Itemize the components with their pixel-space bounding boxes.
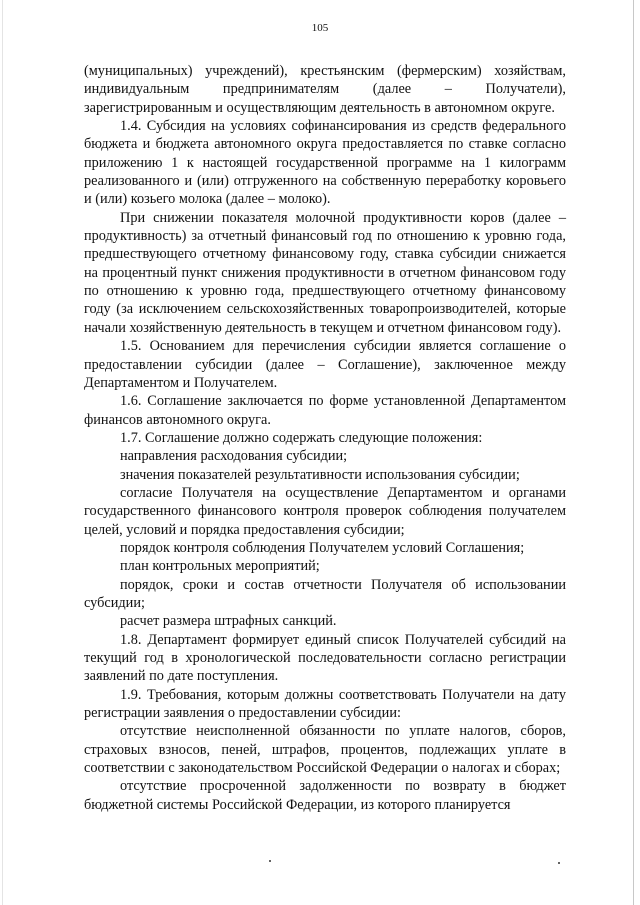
paragraph: 1.4. Субсидия на условиях софинансирования из средств федерального бюджета и бюджета автономного округа предоставляется по ставке согласно приложению 1 к настоящей государственной программе на 1 килограмм реализованного и (или) отгруженного на собственную переработку коровьего и (или) козьего молока (далее – молоко). <box>84 118 566 208</box>
list-item: порядок, сроки и состав отчетности Получателя об использовании субсидии; <box>84 576 566 611</box>
paragraph: 1.5. Основанием для перечисления субсидии является соглашение о предоставлении субсидии (далее – Соглашение), заключенное между Департаментом и Получателем. <box>84 338 566 391</box>
list-item: расчет размера штрафных санкций. <box>120 613 337 630</box>
page-number: 105 <box>311 22 329 34</box>
paragraph: 1.6. Соглашение заключается по форме установленной Департаментом финансов автономного округа. <box>84 393 566 428</box>
scan-edge-left <box>2 0 3 905</box>
list-item: план контрольных мероприятий; <box>120 558 320 575</box>
list-item: направления расходования субсидии; <box>120 448 348 465</box>
scan-edge-right <box>633 0 634 905</box>
list-item: отсутствие просроченной задолженности по возврату в бюджет бюджетной системы Российской Федерации, из которого планируется <box>84 778 566 813</box>
paragraph: При снижении показателя молочной продуктивности коров (далее – продуктивность) за отчетный финансовый год по отношению к уровню года, предшествующего отчетному финансовому году, ставка субсидии снижается на процентный пункт снижения продуктивности в отчетном финансовом году по отношению к уровню года, предшествующего отчетному финансовому году (за исключением сельскохозяйственных товаропроизводителей, которые начали хозяйственную деятельность в текущем и отчетном финансовом году). <box>84 209 566 336</box>
scan-speck <box>558 862 560 864</box>
list-item: значения показателей результативности использования субсидии; <box>120 466 520 483</box>
list-item: порядок контроля соблюдения Получателем условий Соглашения; <box>120 539 525 556</box>
paragraph: (муниципальных) учреждений), крестьянским (фермерским) хозяйствам, индивидуальным предпринимателям (далее – Получатели), зарегистрированным и осуществляющим деятельность в автономном округе. <box>84 63 566 116</box>
list-item: отсутствие неисполненной обязанности по уплате налогов, сборов, страховых взносов, пеней, штрафов, процентов, подлежащих уплате в соответствии с законодательством Российской Федерации о налогах и сборах; <box>84 723 566 777</box>
paragraph: 1.7. Соглашение должно содержать следующие положения: <box>120 429 483 446</box>
paragraph: 1.9. Требования, которым должны соответствовать Получатели на дату регистрации заявления о предоставлении субсидии: <box>84 686 566 722</box>
paragraph: 1.8. Департамент формирует единый список Получателей субсидий на текущий год в хронологической последовательности согласно регистрации заявлений по дате поступления. <box>84 631 566 685</box>
scan-speck <box>269 860 271 862</box>
list-item: согласие Получателя на осуществление Департаментом и органами государственного финансового контроля проверок соблюдения получателем целей, условий и порядка предоставления субсидии; <box>84 484 566 538</box>
document-body <box>84 62 566 814</box>
